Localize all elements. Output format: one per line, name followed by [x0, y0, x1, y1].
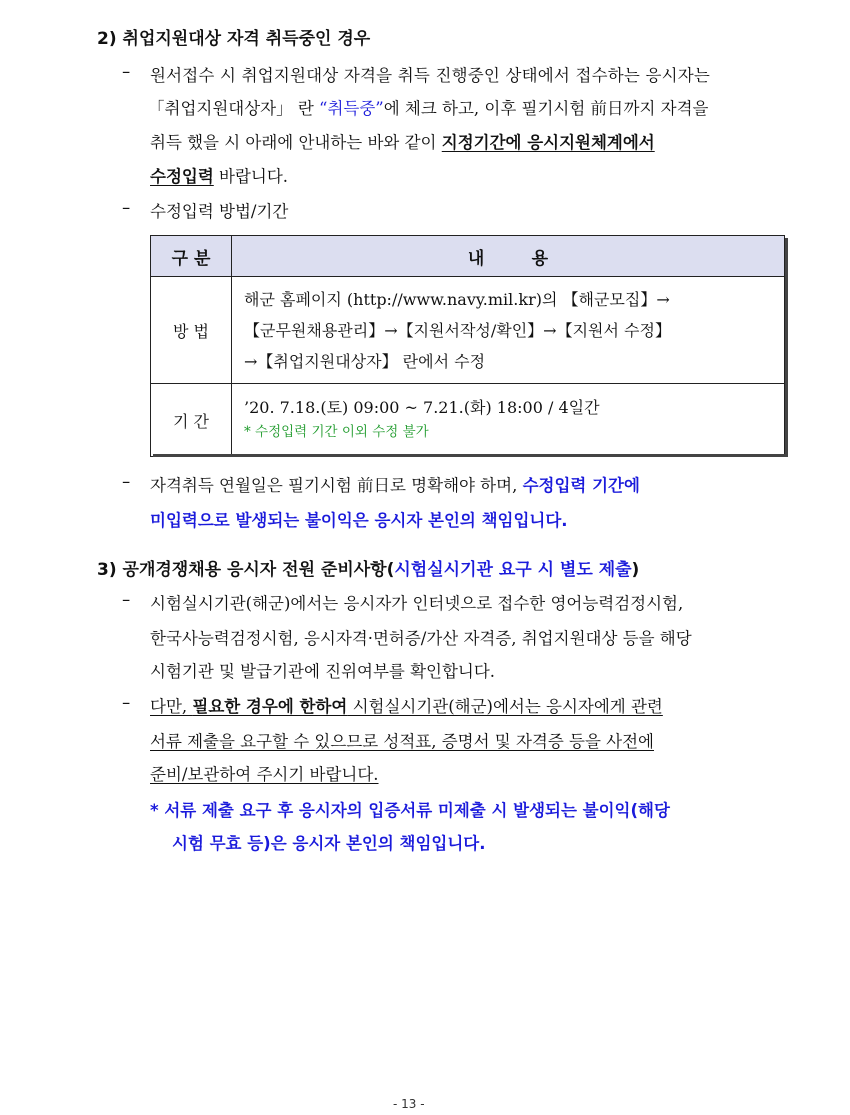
bullet-dash: – [122, 693, 131, 712]
sec2-b3-line2: 미입력으로 발생되는 불이익은 응시자 본인의 책임입니다. [150, 511, 568, 530]
sec3-b2-line1-c: 시험실시기관(해군)에서는 응시자에게 관련 [347, 697, 663, 716]
sec2-b1-emphasis-period: 지정기간에 응시지원체계에서 [441, 133, 655, 152]
page-number: - 13 - [393, 1097, 425, 1111]
table-header-row [151, 236, 785, 277]
sec2-b1-emphasis-edit: 수정입력 [150, 167, 214, 186]
sec2-b1-line3 [150, 129, 655, 153]
sec2-b1-line4-b: 바랍니다. [213, 167, 289, 186]
table-row-method [151, 277, 785, 384]
table-header-content: 내 용 [232, 236, 785, 277]
section-3-heading-c: ) [631, 560, 640, 580]
sec3-b2-line1-a: 다만, [150, 697, 193, 716]
method-line-1: 해군 홈페이지 (http://www.navy.mil.kr)의 【해군모집】→ [244, 289, 670, 309]
table-label-method: 방 법 [151, 277, 232, 384]
section-2-heading: 2) 취업지원대상 자격 취득중인 경우 [97, 29, 371, 49]
sec3-b2-line1 [150, 693, 663, 717]
section-3-heading-emphasis: 시험실시기관 요구 시 별도 제출 [394, 560, 632, 580]
sec3-b1-line3: 시험기관 및 발급기관에 진위여부를 확인합니다. [150, 662, 496, 681]
section-3-heading-a: 3) 공개경쟁채용 응시자 전원 준비사항( [97, 560, 395, 580]
sec3-b2-line2: 서류 제출을 요구할 수 있으므로 성적표, 증명서 및 자격증 등을 사전에 [150, 732, 654, 751]
bullet-dash: – [122, 472, 131, 491]
sec2-b3-emphasis: 수정입력 기간에 [522, 476, 640, 495]
bullet-dash: – [122, 590, 131, 609]
sec2-b1-line2 [148, 95, 708, 119]
edit-method-table [150, 235, 785, 457]
table-cell-period [232, 384, 785, 457]
table-label-period: 기 간 [151, 384, 232, 457]
sec2-b1-line4 [150, 163, 288, 187]
sec3-note-line2: 시험 무효 등)은 응시자 본인의 책임입니다. [172, 834, 486, 853]
sec2-b1-line2-a: 「취업지원대상자」 란 [148, 99, 320, 118]
sec2-b3-line1-a: 자격취득 연월일은 필기시험 前日로 명확해야 하며, [150, 476, 523, 495]
method-line-3: →【취업지원대상자】 란에서 수정 [244, 351, 486, 371]
sec2-b2-text: 수정입력 방법/기간 [150, 202, 289, 221]
sec3-b2-line3: 준비/보관하여 주시기 바랍니다. [150, 765, 379, 784]
table-shadow-bottom [153, 454, 788, 457]
sec3-b1-line2: 한국사능력검정시험, 응시자격·면허증/가산 자격증, 취업지원대상 등을 해당 [150, 629, 692, 648]
sec3-b1-line1: 시험실시기관(해군)에서는 응시자가 인터넷으로 접수한 영어능력검정시험, [150, 594, 684, 613]
table-shadow-right [785, 238, 788, 457]
period-note: * 수정입력 기간 이외 수정 불가 [244, 424, 429, 440]
method-line-2: 【군무원채용관리】→【지원서작성/확인】→【지원서 수정】 [244, 320, 671, 340]
sec2-b3-line1 [150, 472, 640, 496]
sec2-b1-line1: 원서접수 시 취업지원대상 자격을 취득 진행중인 상태에서 접수하는 응시자는 [150, 66, 711, 85]
bullet-dash: – [122, 62, 131, 81]
section-3-heading [97, 555, 639, 580]
sec3-b2-emphasis: 필요한 경우에 한하여 [192, 697, 348, 716]
table-row-period [151, 384, 785, 457]
sec3-note-line1: * 서류 제출 요구 후 응시자의 입증서류 미제출 시 발생되는 불이익(해당 [150, 801, 670, 820]
table-header-category: 구 분 [151, 236, 232, 277]
bullet-dash: – [122, 198, 131, 217]
sec2-b1-line2-c: 에 체크 하고, 이후 필기시험 前日까지 자격을 [383, 99, 709, 118]
table-cell-method [232, 277, 785, 384]
sec2-b1-line3-a: 취득 했을 시 아래에 안내하는 바와 같이 [150, 133, 442, 152]
sec2-b1-highlight-quote: “취득중” [319, 99, 384, 118]
period-line: ’20. 7.18.(토) 09:00 ~ 7.21.(화) 18:00 / 4일간 [244, 398, 600, 417]
